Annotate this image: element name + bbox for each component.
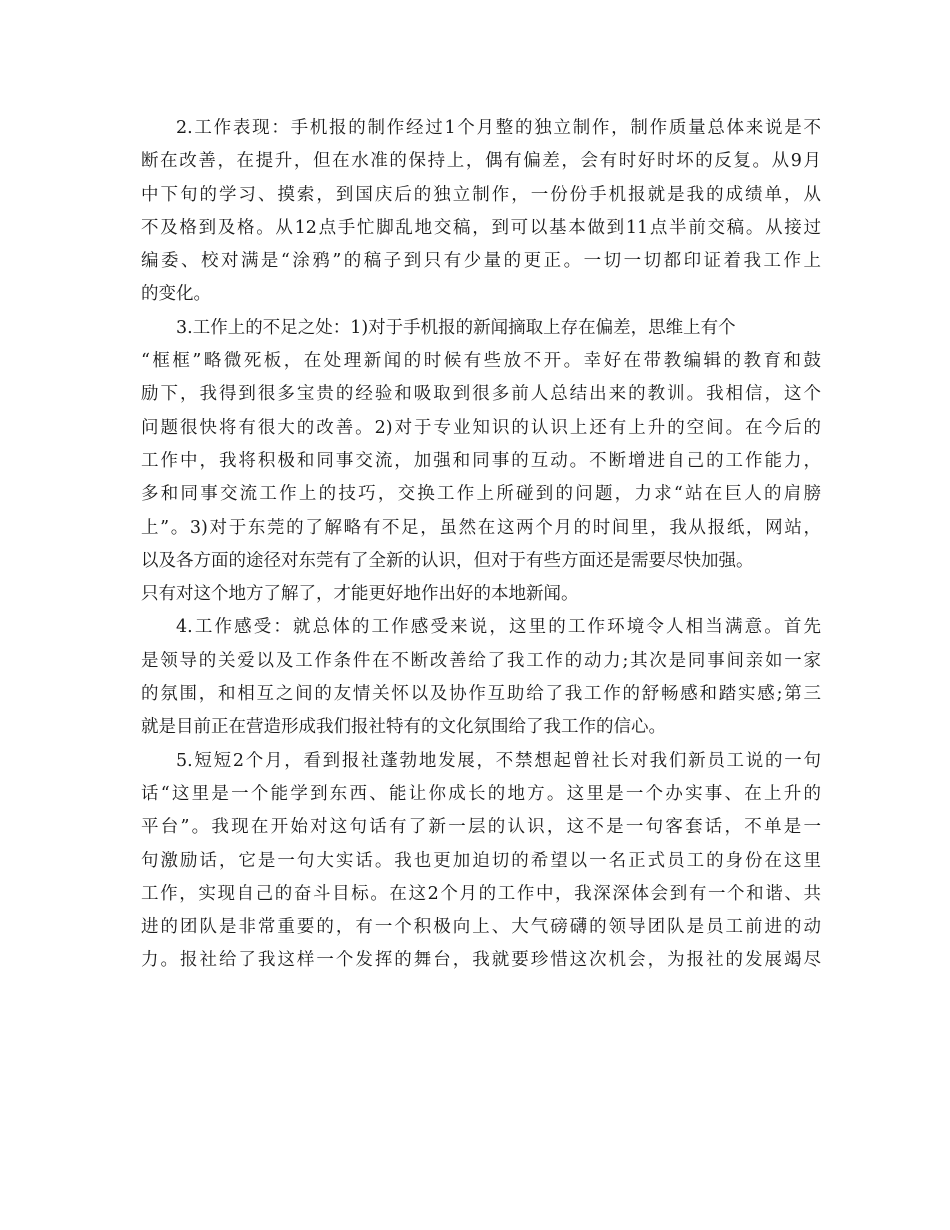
paragraph-two-months: [141, 745, 821, 978]
text-line: 多和同事交流工作上的技巧，交换工作上所碰到的问题，力求“站在巨人的肩膀: [141, 484, 821, 505]
text-line: 5.短短2个月，看到报社蓬勃地发展，不禁想起曾社长对我们新员工说的一句: [176, 750, 821, 771]
text-line: 句激励话，它是一句大实话。我也更加迫切的希望以一名正式员工的身份在这里: [141, 850, 821, 871]
text-line: 的变化。: [141, 284, 211, 305]
text-line: 工作，实现自己的奋斗目标。在这2个月的工作中，我深深体会到有一个和谐、共: [141, 883, 821, 904]
text-line: 以及各方面的途径对东莞有了全新的认识，但对于有些方面还是需要尽快加强。: [141, 550, 754, 571]
text-line: 工作中，我将积极和同事交流，加强和同事的互动。不断增进自己的工作能力，: [141, 450, 821, 471]
text-line: 3.工作上的不足之处：1)对于手机报的新闻摘取上存在偏差，思维上有个: [176, 317, 736, 338]
text-line: 励下，我得到很多宝贵的经验和吸取到很多前人总结出来的教训。我相信，这个: [141, 384, 821, 405]
paragraph-work-performance: [141, 112, 821, 312]
paragraph-shortcomings: [141, 312, 821, 612]
text-line: 就是目前正在营造形成我们报社特有的文化氛围给了我工作的信心。: [141, 717, 666, 738]
text-line: “框框”略微死板，在处理新闻的时候有些放不开。幸好在带教编辑的教育和鼓: [141, 351, 821, 372]
text-line: 进的团队是非常重要的，有一个积极向上、大气磅礴的领导团队是员工前进的动: [141, 917, 821, 938]
text-line: 不及格到及格。从12点手忙脚乱地交稿，到可以基本做到11点半前交稿。从接过: [141, 217, 821, 238]
text-line: 平台”。我现在开始对这句话有了新一层的认识，这不是一句客套话，不单是一: [141, 817, 821, 838]
text-line: 2.工作表现：手机报的制作经过1个月整的独立制作，制作质量总体来说是不: [176, 118, 821, 138]
text-line: 编委、校对满是“涂鸦”的稿子到只有少量的更正。一切一切都印证着我工作上: [141, 251, 821, 272]
text-line: 问题很快将有很大的改善。2)对于专业知识的认识上还有上升的空间。在今后的: [141, 417, 821, 438]
text-line: 断在改善，在提升，但在水准的保持上，偶有偏差，会有时好时坏的反复。从9月: [141, 151, 821, 172]
document-body: [141, 112, 821, 978]
text-line: 中下旬的学习、摸索，到国庆后的独立制作，一份份手机报就是我的成绩单，从: [141, 184, 821, 205]
text-line: 力。报社给了我这样一个发挥的舞台，我就要珍惜这次机会，为报社的发展竭尽: [141, 950, 821, 971]
paragraph-work-feelings: [141, 611, 821, 744]
text-line: 是领导的关爱以及工作条件在不断改善给了我工作的动力;其次是同事间亲如一家: [141, 650, 821, 671]
text-line: 的氛围，和相互之间的友情关怀以及协作互助给了我工作的舒畅感和踏实感;第三: [141, 684, 821, 705]
text-line: 只有对这个地方了解了，才能更好地作出好的本地新闻。: [141, 584, 579, 605]
text-line: 4.工作感受：就总体的工作感受来说，这里的工作环境令人相当满意。首先: [176, 617, 821, 638]
text-line: 话“这里是一个能学到东西、能让你成长的地方。这里是一个办实事、在上升的: [141, 783, 821, 804]
text-line: 上”。3)对于东莞的了解略有不足，虽然在这两个月的时间里，我从报纸，网站，: [141, 517, 821, 538]
